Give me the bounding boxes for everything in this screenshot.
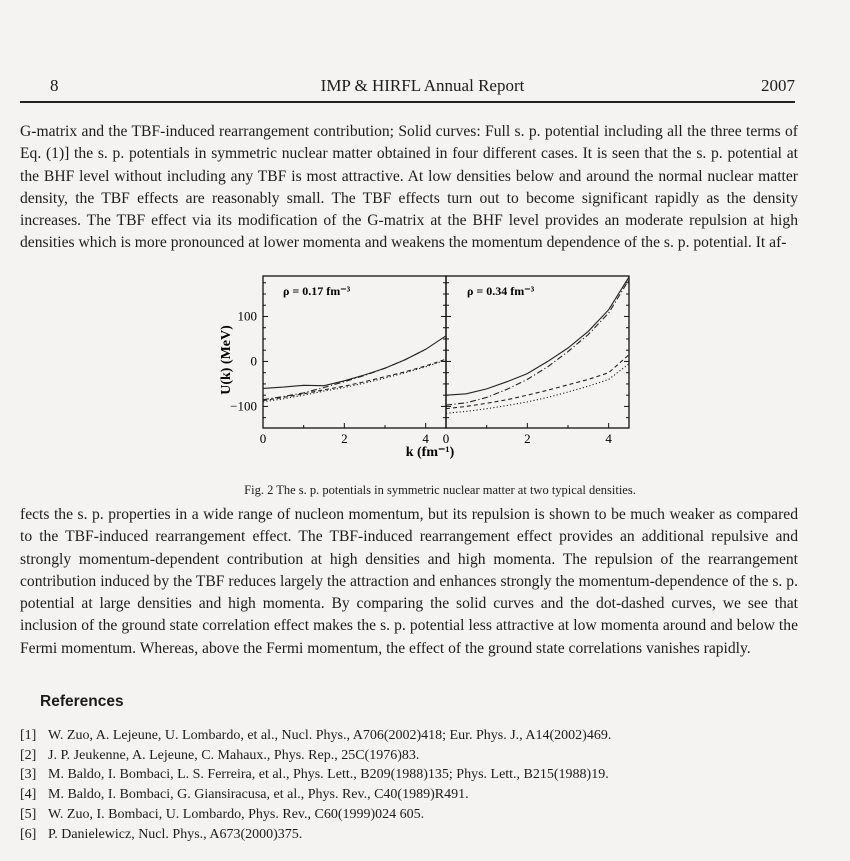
curve-solid-panel-1 bbox=[263, 336, 446, 389]
references-list bbox=[20, 726, 611, 844]
page-header bbox=[50, 76, 795, 100]
x-axis-label: k (fm⁻¹) bbox=[405, 445, 455, 460]
reference-number: [6] bbox=[20, 826, 37, 842]
reference-text: M. Baldo, I. Bombaci, G. Giansiracusa, et al., Phys. Rev., C40(1989)R491. bbox=[48, 787, 469, 803]
reference-number: [1] bbox=[20, 728, 37, 743]
journal-title: IMP & HIRFL Annual Report bbox=[320, 76, 525, 95]
figure-2 bbox=[205, 268, 655, 498]
y-axis-label: U(k) (MeV) bbox=[219, 325, 234, 395]
curve-dotted-panel-2 bbox=[446, 364, 629, 414]
reference-item bbox=[20, 785, 611, 805]
x-tick-label: 2 bbox=[524, 431, 531, 446]
reference-text: P. Danielewicz, Nucl. Phys., A673(2000)375. bbox=[48, 826, 303, 842]
curve-dot-dashed-panel-2 bbox=[446, 280, 629, 406]
reference-item bbox=[20, 805, 611, 825]
reference-number: [3] bbox=[20, 767, 37, 783]
header-rule bbox=[20, 101, 795, 103]
page-number: 8 bbox=[50, 76, 59, 95]
reference-text: M. Baldo, I. Bombaci, L. S. Ferreira, et al., Phys. Lett., B209(1988)135; Phys. Lett., B215(1988)19. bbox=[48, 767, 609, 783]
y-tick-label: 100 bbox=[237, 308, 257, 324]
chart-svg bbox=[205, 268, 655, 498]
header-year: 2007 bbox=[761, 76, 795, 95]
reference-text: J. P. Jeukenne, A. Lejeune, C. Mahaux., Phys. Rep., 25C(1976)83. bbox=[48, 747, 420, 763]
curve-dot-dashed-panel-1 bbox=[263, 349, 426, 399]
paragraph-1-text: G-matrix and the TBF-induced rearrangement contribution; Solid curves: Full s. p. potential including all the three terms of Eq. (1)] the s. p. potentials in symmetric nuclear matter obtained in four different cases. It is seen that the s. p. potential at the BHF level without including any TBF is most attractive. At low densities below and around the normal nuclear matter density, the TBF effects are reasonably small. The TBF effects turn out to become significant rapidly as the density increases. The TBF effect via its modification of the G-matrix at the BHF level provides an moderate repulsion at high densities which is more pronounced at lower momenta and weakens the momentum dependence of the s. p. potential. It af- bbox=[20, 123, 798, 252]
reference-number: [2] bbox=[20, 747, 37, 763]
x-tick-label: 4 bbox=[422, 431, 429, 446]
paragraph-2 bbox=[20, 504, 798, 660]
paragraph-1 bbox=[20, 121, 798, 255]
x-tick-label: 2 bbox=[341, 431, 348, 446]
reference-text: W. Zuo, A. Lejeune, U. Lombardo, et al., Nucl. Phys., A706(2002)418; Eur. Phys. J., A14(2002)469. bbox=[48, 728, 612, 743]
paragraph-2-text: fects the s. p. properties in a wide range of nucleon momentum, but its repulsion is shown to be much weaker as compared to the TBF-induced rearrangement effect. The TBF-induced rearrangement effect provides an additional repulsive and strongly momentum-dependent contribution at high densities and high momenta. The repulsion of the rearrangement contribution induced by the TBF reduces largely the attraction and enhances strongly the momentum-dependence of the s. p. potential at large densities and high momenta. By comparing the solid curves and the dot-dashed curves, we see that inclusion of the ground state correlation effect makes the s. p. potential less attractive at low momenta around and below the Fermi momentum. Whereas, above the Fermi momentum, the effect of the ground state correlations vanishes rapidly. bbox=[20, 506, 798, 657]
reference-item bbox=[20, 765, 611, 785]
reference-number: [4] bbox=[20, 787, 37, 803]
panel-label-right: ρ = 0.34 fm⁻³ bbox=[467, 284, 535, 298]
reference-number: [5] bbox=[20, 806, 37, 822]
reference-item bbox=[20, 825, 611, 845]
reference-item bbox=[20, 746, 611, 766]
references-heading: References bbox=[40, 693, 124, 710]
panel-frame bbox=[446, 276, 629, 428]
reference-text: W. Zuo, I. Bombaci, U. Lombardo, Phys. Rev., C60(1999)024 605. bbox=[48, 806, 425, 822]
chart-axes bbox=[230, 276, 629, 446]
reference-item bbox=[20, 726, 611, 746]
x-tick-label: 4 bbox=[605, 431, 612, 446]
panel-frame bbox=[263, 276, 446, 428]
panel-label-left: ρ = 0.17 fm⁻³ bbox=[283, 284, 351, 298]
y-tick-label: 0 bbox=[250, 353, 257, 369]
x-tick-label: 0 bbox=[442, 431, 450, 446]
x-tick-label: 0 bbox=[259, 431, 267, 446]
y-tick-label: −100 bbox=[230, 398, 257, 414]
curve-dashed-panel-1 bbox=[263, 359, 446, 400]
figure-caption: Fig. 2 The s. p. potentials in symmetric nuclear matter at two typical densities. bbox=[244, 483, 636, 497]
